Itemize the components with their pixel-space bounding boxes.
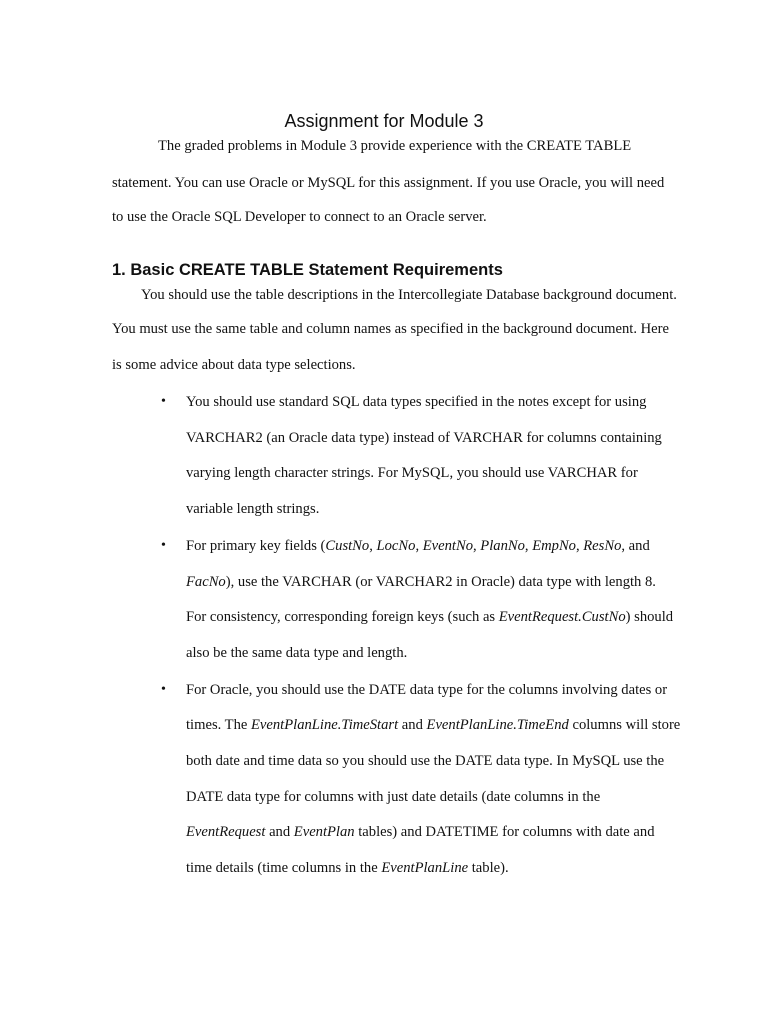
field-empno: EmpNo xyxy=(532,538,576,554)
bullet3-line-6: time details (time columns in the EventPlanLine table). xyxy=(186,860,509,876)
table-eventrequest: EventRequest xyxy=(186,824,266,840)
bullet1-line-3: varying length character strings. For MySQL, you should use VARCHAR for xyxy=(186,465,638,481)
field-custno: CustNo xyxy=(325,538,370,554)
bullet2-line-4: also be the same data type and length. xyxy=(186,645,408,661)
page-title: Assignment for Module 3 xyxy=(284,111,484,131)
field-eventno: EventNo xyxy=(422,538,473,554)
intro-line-2: statement. You can use Oracle or MySQL for this assignment. If you use Oracle, you will need xyxy=(112,175,665,191)
bullet-marker: • xyxy=(161,538,166,553)
bullet-marker: • xyxy=(161,394,166,409)
intro-line-3: to use the Oracle SQL Developer to connect to an Oracle server. xyxy=(112,209,487,225)
intro-line-1: The graded problems in Module 3 provide experience with the CREATE TABLE xyxy=(158,138,632,154)
bullet2-line-2: FacNo), use the VARCHAR (or VARCHAR2 in Oracle) data type with length 8. xyxy=(186,574,656,590)
bullet3-line-2: times. The EventPlanLine.TimeStart and EventPlanLine.TimeEnd columns will store xyxy=(186,717,681,733)
table-eventplan: EventPlan xyxy=(293,824,355,840)
section-para-line-3: is some advice about data type selections. xyxy=(112,357,356,373)
field-timeend: EventPlanLine.TimeEnd xyxy=(426,717,569,733)
section-heading: 1. Basic CREATE TABLE Statement Requirements xyxy=(112,261,503,279)
field-timestart: EventPlanLine.TimeStart xyxy=(251,717,399,733)
bullet3-line-5: EventRequest and EventPlan tables) and DATETIME for columns with date and xyxy=(186,824,655,840)
bullet3-line-1: For Oracle, you should use the DATE data type for the columns involving dates or xyxy=(186,682,668,698)
field-eventrequest-custno: EventRequest.CustNo xyxy=(498,609,626,625)
bullet1-line-2: VARCHAR2 (an Oracle data type) instead of VARCHAR for columns containing xyxy=(186,430,662,446)
bullet2-line-3: For consistency, corresponding foreign keys (such as EventRequest.CustNo) should xyxy=(186,609,674,625)
table-eventplanline: EventPlanLine xyxy=(381,860,469,876)
bullet3-line-4: DATE data type for columns with just date details (date columns in the xyxy=(186,789,601,805)
section-para-line-2: You must use the same table and column names as specified in the background document. Here xyxy=(112,321,669,337)
bullet2-line-1: For primary key fields (CustNo, LocNo, EventNo, PlanNo, EmpNo, ResNo, and xyxy=(186,538,650,554)
section-para-line-1: You should use the table descriptions in the Intercollegiate Database background document. xyxy=(141,287,677,303)
field-resno: ResNo xyxy=(583,538,622,554)
field-planno: PlanNo xyxy=(480,538,525,554)
field-facno: FacNo xyxy=(186,574,226,590)
bullet3-line-3: both date and time data so you should use the DATE data type. In MySQL use the xyxy=(186,753,665,769)
bullet1-line-4: variable length strings. xyxy=(186,501,320,517)
bullet-marker: • xyxy=(161,682,166,697)
bullet1-line-1: You should use standard SQL data types specified in the notes except for using xyxy=(186,394,647,410)
field-locno: LocNo xyxy=(376,538,416,554)
